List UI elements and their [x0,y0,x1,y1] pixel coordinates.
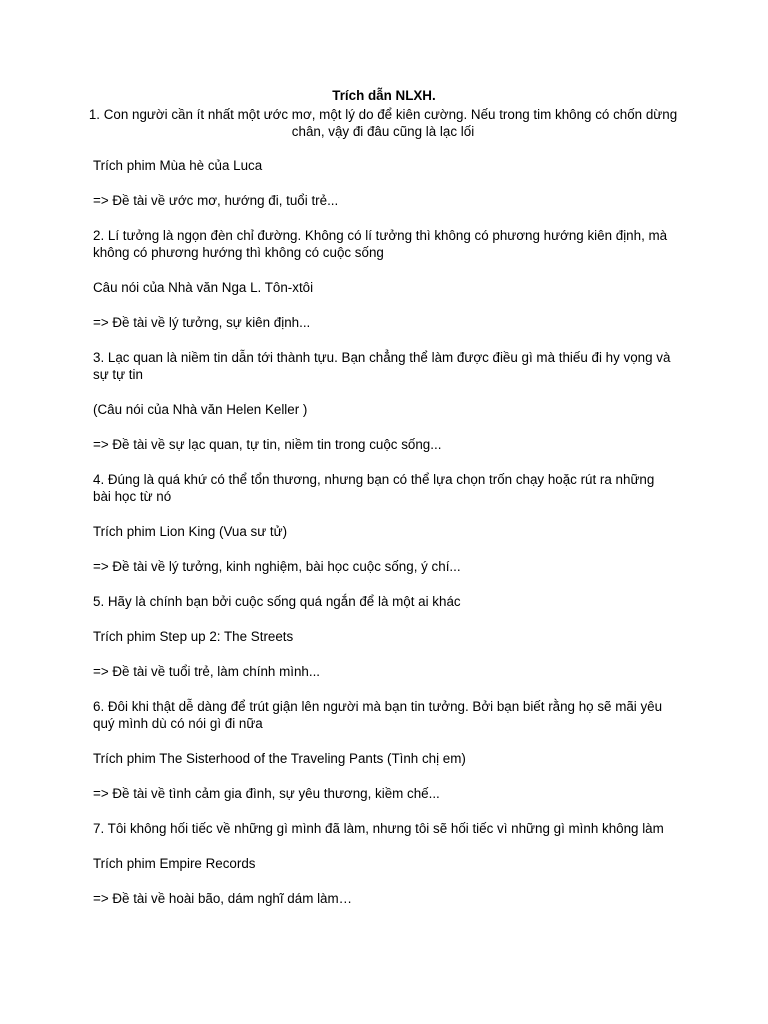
quote-3-source: (Câu nói của Nhà văn Helen Keller ) [93,402,308,417]
quote-3-text: 3. Lạc quan là niềm tin dẫn tới thành tựu. Bạn chẳng thể làm được điều gì mà thiếu đi hy vọng và sự tự tin [93,350,671,382]
quote-6-text: 6. Đôi khi thật dễ dàng để trút giận lên người mà bạn tin tưởng. Bởi bạn biết rằng họ sẽ mãi yêu quý mình dù có nói gì đi nữa [93,699,663,731]
quote-4-source: Trích phim Lion King (Vua sư tử) [93,524,288,539]
quote-6-topic: => Đề tài về tình cảm gia đình, sự yêu thương, kiềm chế... [93,786,440,801]
quote-1-text: 1. Con người cần ít nhất một ước mơ, một lý do để kiên cường. Nếu trong tim không có chốn dừng chân, vậy đi đâu cũng là lạc lối [88,107,678,139]
quote-5-source: Trích phim Step up 2: The Streets [93,629,294,644]
quote-5-text: 5. Hãy là chính bạn bởi cuộc sống quá ngắn để là một ai khác [93,594,461,609]
quote-3-topic: => Đề tài về sự lạc quan, tự tin, niềm tin trong cuộc sống... [93,437,442,452]
quote-4-topic: => Đề tài về lý tưởng, kinh nghiệm, bài học cuộc sống, ý chí... [93,559,461,574]
document-title: Trích dẫn NLXH. [332,88,436,103]
quote-1-source: Trích phim Mùa hè của Luca [93,158,263,173]
quote-6-source: Trích phim The Sisterhood of the Traveling Pants (Tình chị em) [93,751,466,766]
quote-7-source: Trích phim Empire Records [93,856,256,871]
quote-5-topic: => Đề tài về tuổi trẻ, làm chính mình... [93,664,321,679]
document-page [88,87,678,925]
quote-7-topic: => Đề tài về hoài bão, dám nghĩ dám làm… [93,891,353,906]
quote-7-text: 7. Tôi không hối tiếc về những gì mình đã làm, nhưng tôi sẽ hối tiếc vì những gì mình không làm [93,821,664,836]
quote-2-topic: => Đề tài về lý tưởng, sự kiên định... [93,315,311,330]
quote-4-text: 4. Đúng là quá khứ có thể tổn thương, nhưng bạn có thể lựa chọn trốn chạy hoặc rút ra những bài học từ nó [93,472,655,504]
quote-2-source: Câu nói của Nhà văn Nga L. Tôn-xtôi [93,280,314,295]
quote-1-topic: => Đề tài về ước mơ, hướng đi, tuổi trẻ... [93,193,339,208]
quote-2-text: 2. Lí tưởng là ngọn đèn chỉ đường. Không có lí tưởng thì không có phương hướng kiên định, mà không có phương hướng thì không có cuộc sống [93,228,668,260]
